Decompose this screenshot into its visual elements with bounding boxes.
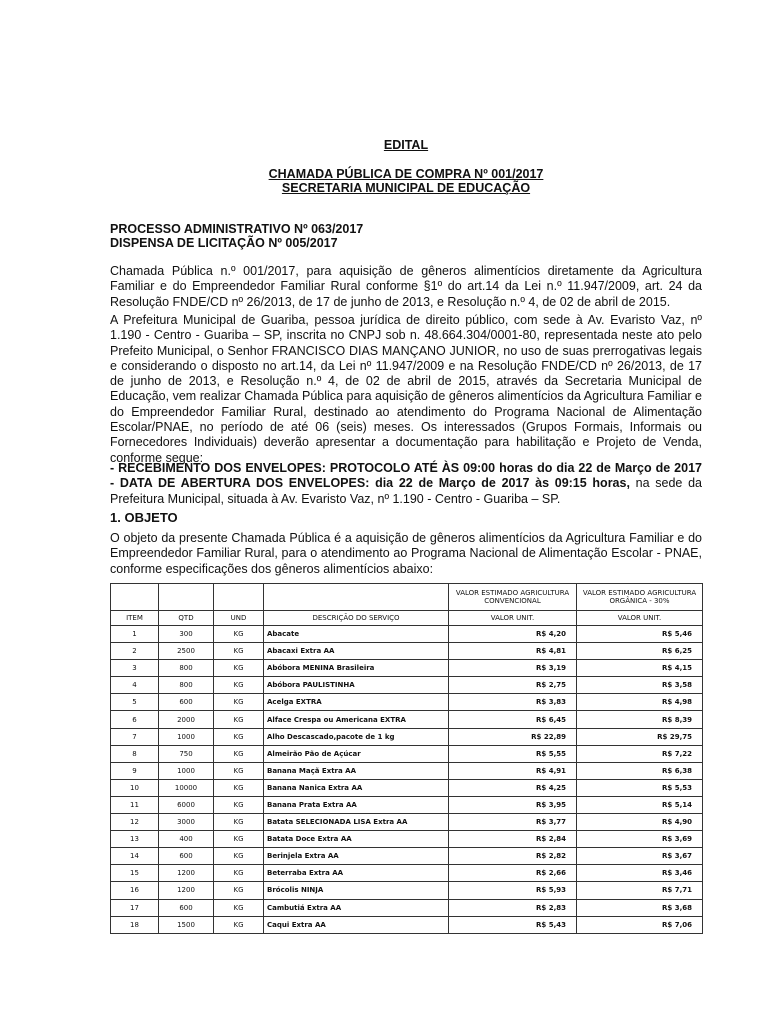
cell-desc: Abóbora MENINA Brasileira: [264, 660, 449, 677]
cell-qtd: 600: [159, 848, 214, 865]
table-row: [111, 796, 703, 813]
cell-unit-conv: R$ 5,55: [449, 745, 577, 762]
cell-unit-conv: R$ 6,45: [449, 711, 577, 728]
cell-qtd: 10000: [159, 779, 214, 796]
cell-desc: Cambutiá Extra AA: [264, 899, 449, 916]
cell-und: KG: [214, 643, 264, 660]
cell-desc: Abacate: [264, 626, 449, 643]
cell-desc: Batata SELECIONADA LISA Extra AA: [264, 814, 449, 831]
header-und: UND: [214, 611, 264, 626]
cell-unit-conv: R$ 3,19: [449, 660, 577, 677]
table-column-header: [111, 611, 703, 626]
cell-unit-conv: R$ 2,84: [449, 831, 577, 848]
cell-item: 17: [111, 899, 159, 916]
cell-desc: Banana Prata Extra AA: [264, 796, 449, 813]
cell-item: 4: [111, 677, 159, 694]
cell-qtd: 2000: [159, 711, 214, 728]
cell-unit-conv: R$ 2,66: [449, 865, 577, 882]
cell-desc: Banana Nanica Extra AA: [264, 779, 449, 796]
cell-qtd: 800: [159, 660, 214, 677]
header-desc: DESCRIÇÃO DO SERVIÇO: [264, 611, 449, 626]
header-blank: [264, 584, 449, 611]
cell-und: KG: [214, 728, 264, 745]
chamada-title: CHAMADA PÚBLICA DE COMPRA Nº 001/2017: [268, 167, 544, 181]
cell-unit-conv: R$ 2,75: [449, 677, 577, 694]
cell-item: 13: [111, 831, 159, 848]
edital-title: EDITAL: [383, 138, 429, 152]
cell-item: 15: [111, 865, 159, 882]
cell-unit-org: R$ 5,46: [577, 626, 703, 643]
cell-unit-conv: R$ 2,83: [449, 899, 577, 916]
cell-und: KG: [214, 626, 264, 643]
items-body: [111, 626, 703, 934]
cell-unit-org: R$ 5,14: [577, 796, 703, 813]
header-unit-conv: VALOR UNIT.: [449, 611, 577, 626]
cell-item: 12: [111, 814, 159, 831]
section-objeto-text: O objeto da presente Chamada Pública é a aquisição de gêneros alimentícios da Agricultura Familiar e do Empreendedor Familiar Rural, para o atendimento ao Programa Nacional de Alimentação Escolar - PNAE, conforme especificações dos gêneros alimentícios abaixo:: [110, 531, 702, 576]
table-row: [111, 831, 703, 848]
cell-unit-org: R$ 3,68: [577, 899, 703, 916]
table-row: [111, 814, 703, 831]
cell-unit-conv: R$ 3,95: [449, 796, 577, 813]
cell-item: 2: [111, 643, 159, 660]
table-row: [111, 711, 703, 728]
envelopes-paragraph: [110, 461, 702, 507]
cell-qtd: 600: [159, 899, 214, 916]
cell-qtd: 1000: [159, 728, 214, 745]
cell-desc: Almeirão Pão de Açúcar: [264, 745, 449, 762]
intro-paragraph: Chamada Pública n.º 001/2017, para aquisição de gêneros alimentícios diretamente da Agricultura Familiar e do Empreendedor Familiar Rural conforme §1º do art.14 da Lei n.º 11.947/2009, art. 24 da Resolução FNDE/CD nº 26/2013, de 17 de junho de 2013, e Resolução n.º 4, de 02 de abril de 2015.: [110, 264, 702, 309]
table-row: [111, 677, 703, 694]
cell-unit-org: R$ 8,39: [577, 711, 703, 728]
cell-qtd: 6000: [159, 796, 214, 813]
cell-unit-org: R$ 7,06: [577, 916, 703, 933]
cell-und: KG: [214, 916, 264, 933]
cell-und: KG: [214, 796, 264, 813]
cell-qtd: 400: [159, 831, 214, 848]
items-table: [110, 583, 703, 934]
table-row: [111, 916, 703, 933]
cell-item: 8: [111, 745, 159, 762]
cell-qtd: 300: [159, 626, 214, 643]
cell-und: KG: [214, 711, 264, 728]
cell-unit-org: R$ 3,67: [577, 848, 703, 865]
envelopes-rest: na sede da Prefeitura Municipal, situada à Av. Evaristo Vaz, nº 1.190 - Centro - Guariba – SP.: [110, 476, 702, 506]
cell-qtd: 1200: [159, 882, 214, 899]
cell-unit-org: R$ 3,69: [577, 831, 703, 848]
cell-und: KG: [214, 831, 264, 848]
header-blank: [111, 584, 159, 611]
secretaria-title: SECRETARIA MUNICIPAL DE EDUCAÇÃO: [281, 181, 531, 195]
cell-unit-org: R$ 7,71: [577, 882, 703, 899]
cell-unit-conv: R$ 4,91: [449, 762, 577, 779]
cell-unit-conv: R$ 2,82: [449, 848, 577, 865]
cell-unit-conv: R$ 5,93: [449, 882, 577, 899]
table-group-header: [111, 584, 703, 611]
processo-line: PROCESSO ADMINISTRATIVO Nº 063/2017: [110, 222, 364, 236]
cell-qtd: 750: [159, 745, 214, 762]
table-row: [111, 694, 703, 711]
cell-desc: Abacaxi Extra AA: [264, 643, 449, 660]
cell-item: 1: [111, 626, 159, 643]
cell-unit-conv: R$ 4,25: [449, 779, 577, 796]
cell-desc: Batata Doce Extra AA: [264, 831, 449, 848]
cell-desc: Beterraba Extra AA: [264, 865, 449, 882]
table-row: [111, 899, 703, 916]
cell-desc: Caqui Extra AA: [264, 916, 449, 933]
cell-qtd: 600: [159, 694, 214, 711]
cell-unit-org: R$ 4,90: [577, 814, 703, 831]
cell-und: KG: [214, 882, 264, 899]
header-item: ITEM: [111, 611, 159, 626]
dispensa-line: DISPENSA DE LICITAÇÃO Nº 005/2017: [110, 236, 338, 250]
cell-unit-org: R$ 3,58: [577, 677, 703, 694]
table-row: [111, 779, 703, 796]
cell-und: KG: [214, 899, 264, 916]
table-row: [111, 643, 703, 660]
table-row: [111, 745, 703, 762]
cell-desc: Alface Crespa ou Americana EXTRA: [264, 711, 449, 728]
table-row: [111, 660, 703, 677]
cell-unit-conv: R$ 3,83: [449, 694, 577, 711]
cell-unit-conv: R$ 22,89: [449, 728, 577, 745]
cell-unit-org: R$ 3,46: [577, 865, 703, 882]
cell-item: 3: [111, 660, 159, 677]
cell-und: KG: [214, 745, 264, 762]
cell-desc: Acelga EXTRA: [264, 694, 449, 711]
cell-unit-org: R$ 7,22: [577, 745, 703, 762]
prefeitura-paragraph: A Prefeitura Municipal de Guariba, pessoa jurídica de direito público, com sede à Av. Evaristo Vaz, nº 1.190 - Centro - Guariba – SP, inscrita no CNPJ sob n. 48.664.304/0001-80, representada neste ato pelo Prefeito Municipal, o Senhor FRANCISCO DIAS MANÇANO JUNIOR, no uso de suas prerrogativas legais e considerando o disposto no art.14, da Lei nº 11.947/2009 e na Resolução FNDE/CD nº 26/2013, de 17 de junho de 2013, e Resolução n.º 4, de 02 de abril de 2015, através da Secretaria Municipal de Educação, vem realizar Chamada Pública para aquisição de gêneros alimentícios da Agricultura Familiar e do Empreendedor Familiar Rural, destinado ao atendimento do Programa Nacional de Alimentação Escolar/PNAE, no período de até 06 (seis) meses. Os interessados (Grupos Formais, Informais ou Fornecedores Individuais) deverão apresentar a documentação para habilitação e Projeto de Venda, conforme segue:: [110, 313, 702, 465]
cell-unit-conv: R$ 5,43: [449, 916, 577, 933]
cell-item: 16: [111, 882, 159, 899]
cell-unit-org: R$ 6,25: [577, 643, 703, 660]
cell-qtd: 1000: [159, 762, 214, 779]
cell-und: KG: [214, 694, 264, 711]
header-group-organica: VALOR ESTIMADO AGRICULTURA ORGÂNICA - 30%: [577, 584, 703, 611]
cell-qtd: 3000: [159, 814, 214, 831]
cell-qtd: 1500: [159, 916, 214, 933]
cell-item: 6: [111, 711, 159, 728]
header-blank: [159, 584, 214, 611]
cell-desc: Berinjela Extra AA: [264, 848, 449, 865]
cell-qtd: 800: [159, 677, 214, 694]
cell-und: KG: [214, 848, 264, 865]
table-row: [111, 626, 703, 643]
cell-desc: Alho Descascado,pacote de 1 kg: [264, 728, 449, 745]
header-group-convencional: VALOR ESTIMADO AGRICULTURA CONVENCIONAL: [449, 584, 577, 611]
table-row: [111, 865, 703, 882]
cell-unit-conv: R$ 4,81: [449, 643, 577, 660]
cell-qtd: 2500: [159, 643, 214, 660]
cell-und: KG: [214, 779, 264, 796]
cell-qtd: 1200: [159, 865, 214, 882]
cell-item: 5: [111, 694, 159, 711]
cell-item: 10: [111, 779, 159, 796]
header-qtd: QTD: [159, 611, 214, 626]
cell-unit-org: R$ 29,75: [577, 728, 703, 745]
cell-und: KG: [214, 814, 264, 831]
cell-item: 14: [111, 848, 159, 865]
cell-und: KG: [214, 677, 264, 694]
cell-und: KG: [214, 660, 264, 677]
cell-desc: Brócolis NINJA: [264, 882, 449, 899]
cell-unit-conv: R$ 3,77: [449, 814, 577, 831]
envelopes-bold: - RECEBIMENTO DOS ENVELOPES: PROTOCOLO ATÉ ÀS 09:00 horas do dia 22 de Março de 2017 - DATA DE ABERTURA DOS ENVELOPES: dia 22 de Março de 2017 às 09:15 horas,: [110, 461, 702, 491]
cell-item: 18: [111, 916, 159, 933]
cell-und: KG: [214, 762, 264, 779]
table-row: [111, 848, 703, 865]
cell-desc: Abóbora PAULISTINHA: [264, 677, 449, 694]
cell-item: 9: [111, 762, 159, 779]
cell-item: 11: [111, 796, 159, 813]
cell-unit-org: R$ 4,15: [577, 660, 703, 677]
cell-unit-org: R$ 5,53: [577, 779, 703, 796]
table-row: [111, 762, 703, 779]
table-row: [111, 882, 703, 899]
cell-unit-conv: R$ 4,20: [449, 626, 577, 643]
header-unit-org: VALOR UNIT.: [577, 611, 703, 626]
table-row: [111, 728, 703, 745]
cell-item: 7: [111, 728, 159, 745]
section-objeto-title: 1. OBJETO: [110, 510, 178, 525]
cell-desc: Banana Maçã Extra AA: [264, 762, 449, 779]
cell-unit-org: R$ 4,98: [577, 694, 703, 711]
cell-und: KG: [214, 865, 264, 882]
header-blank: [214, 584, 264, 611]
cell-unit-org: R$ 6,38: [577, 762, 703, 779]
